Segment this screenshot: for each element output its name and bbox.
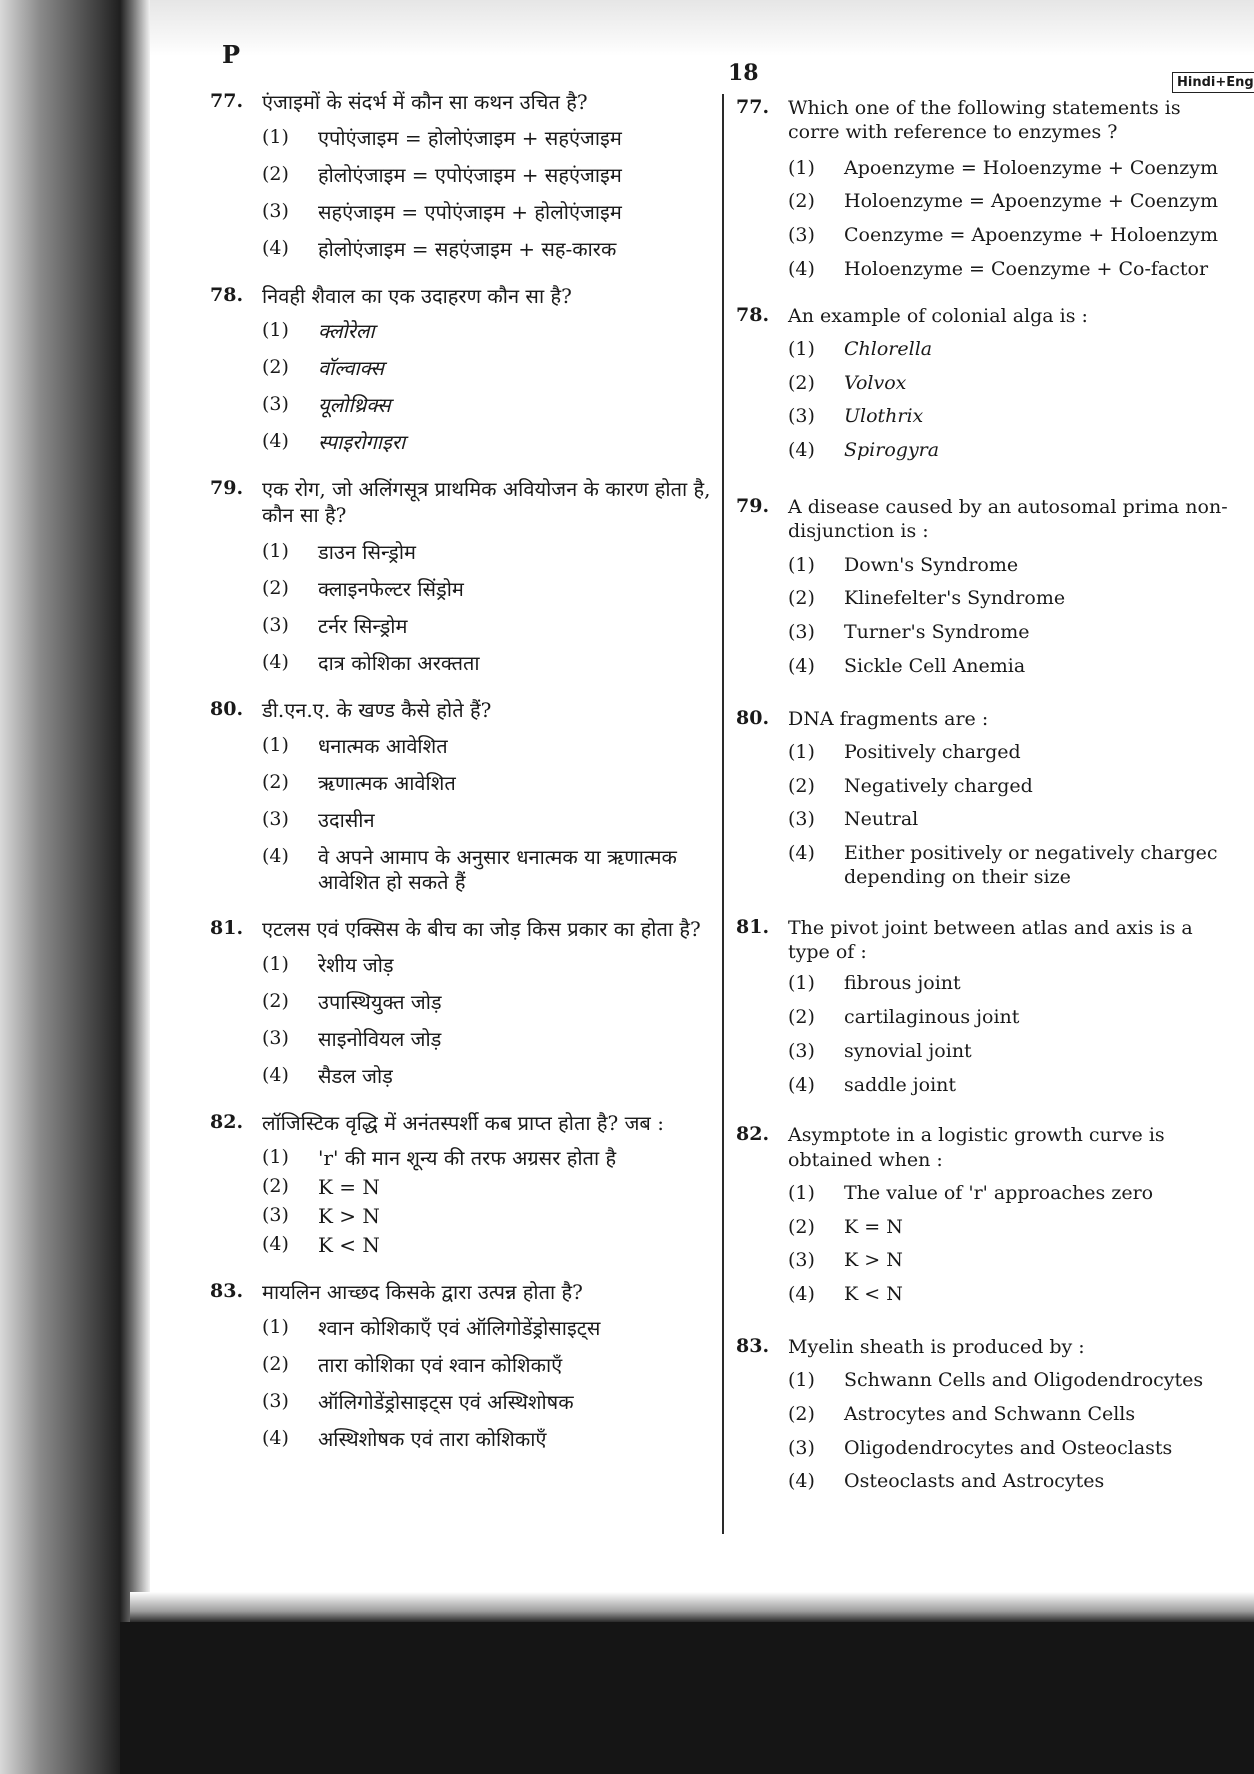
option-text: उदासीन	[318, 807, 375, 832]
option-number: (4)	[788, 842, 815, 865]
option-text: The value of 'r' approaches zero	[844, 1181, 1154, 1204]
option-text: क्लोरेला	[318, 319, 375, 344]
option-number: (2)	[262, 162, 289, 185]
option-text: श्वान कोशिकाएँ एवं ऑलिगोडेंड्रोसाइट्स	[318, 1315, 601, 1340]
option-number: (2)	[262, 1175, 289, 1198]
question-number: 77.	[210, 90, 244, 112]
option	[262, 1353, 715, 1378]
option-number: (1)	[788, 1369, 815, 1392]
option	[788, 1437, 1236, 1461]
option-number: (2)	[262, 356, 289, 379]
option-number: (3)	[788, 808, 815, 831]
question-text: मायलिन आच्छद किसके द्वारा उत्पन्न होता है?	[262, 1280, 583, 1305]
option-number: (4)	[262, 651, 289, 674]
option-number: (1)	[262, 319, 289, 342]
scan-bottom-shadow	[120, 1622, 1254, 1774]
question-77-hindi	[210, 90, 715, 116]
english-column	[736, 96, 1236, 1494]
question-77-english	[736, 96, 1236, 145]
option-number: (3)	[262, 807, 289, 830]
option	[262, 163, 715, 188]
page-number: 18	[728, 60, 759, 86]
option-text: cartilaginous joint	[844, 1006, 1020, 1028]
option	[262, 577, 715, 602]
question-number: 79.	[210, 477, 244, 500]
option	[262, 1204, 715, 1229]
option-number: (1)	[788, 156, 815, 179]
option-number: (3)	[262, 1204, 289, 1227]
option-text: Chlorella	[844, 337, 933, 360]
option	[262, 845, 715, 895]
question-80-hindi	[210, 698, 715, 724]
option	[788, 1470, 1236, 1494]
option	[788, 1403, 1236, 1427]
option-text: Osteoclasts and Astrocytes	[844, 1470, 1105, 1493]
option	[262, 237, 715, 262]
option-text: K = N	[844, 1215, 903, 1238]
question-text: Asymptote in a logistic growth curve is obtained when :	[788, 1124, 1165, 1171]
question-text: निवही शैवाल का एक उदाहरण कौन सा है?	[262, 283, 572, 308]
option-number: (3)	[262, 393, 289, 416]
option	[788, 775, 1236, 799]
option-number: (2)	[262, 989, 289, 1012]
question-83-hindi	[210, 1280, 715, 1306]
option	[788, 554, 1236, 578]
option	[262, 1390, 715, 1415]
question-text: डी.एन.ए. के खण्ड कैसे होते हैं?	[262, 698, 492, 723]
question-82-english	[736, 1123, 1236, 1172]
option-text: Sickle Cell Anemia	[844, 654, 1026, 677]
option	[262, 1233, 715, 1258]
option-text: डाउन सिन्ड्रोम	[318, 540, 416, 565]
option-text: सहएंजाइम = एपोएंजाइम + होलोएंजाइम	[318, 199, 622, 224]
option-text: टर्नर सिन्ड्रोम	[318, 614, 408, 639]
option-text: वे अपने आमाप के अनुसार धनात्मक या ऋणात्मक आवेशित हो सकते हैं	[318, 844, 677, 894]
option-text: रेशीय जोड़	[318, 952, 394, 977]
scan-binding-edge	[0, 0, 150, 1774]
option-number: (1)	[262, 733, 289, 756]
option-text: क्लाइनफेल्टर सिंड्रोम	[318, 577, 464, 602]
question-number: 78.	[736, 303, 770, 326]
option-text: Oligodendrocytes and Osteoclasts	[844, 1436, 1173, 1459]
option-number: (1)	[262, 1146, 289, 1169]
option-number: (2)	[262, 577, 289, 600]
option-text: धनात्मक आवेशित	[318, 733, 448, 758]
option-number: (4)	[788, 1073, 815, 1096]
page-letter: P	[222, 40, 241, 69]
option-text: Schwann Cells and Oligodendrocytes	[844, 1369, 1204, 1392]
option-number: (1)	[262, 952, 289, 975]
option	[262, 651, 715, 676]
option-number: (3)	[262, 614, 289, 637]
option-text: Holoenzyme = Apoenzyme + Coenzym	[844, 190, 1219, 213]
option	[788, 190, 1236, 214]
option	[788, 1249, 1236, 1273]
option	[788, 1369, 1236, 1393]
question-83-english	[736, 1335, 1236, 1359]
option-number: (1)	[788, 553, 815, 576]
option-text: Down's Syndrome	[844, 553, 1019, 576]
option	[788, 1074, 1236, 1098]
option	[788, 972, 1236, 996]
option-text: ऋणात्मक आवेशित	[318, 770, 456, 795]
option	[262, 356, 715, 381]
option-text: Volvox	[844, 371, 907, 394]
question-number: 82.	[210, 1110, 244, 1133]
option-text: K > N	[844, 1249, 903, 1272]
option-number: (4)	[262, 236, 289, 259]
option-text: synovial joint	[844, 1039, 972, 1062]
option-text: Negatively charged	[844, 774, 1033, 797]
option	[262, 393, 715, 418]
option-text: वॉल्वाक्स	[318, 356, 384, 381]
option-number: (1)	[788, 740, 815, 763]
question-text: An example of colonial alga is :	[788, 304, 1088, 327]
option-text: saddle joint	[844, 1073, 957, 1096]
option	[262, 1316, 715, 1341]
option-text: यूलोथ्रिक्स	[318, 393, 391, 418]
hindi-column	[210, 90, 715, 1452]
option-number: (4)	[788, 257, 815, 280]
option-number: (3)	[788, 1436, 815, 1459]
option-text: उपास्थियुक्त जोड़	[318, 989, 442, 1014]
option-number: (2)	[788, 1006, 815, 1028]
question-number: 79.	[736, 494, 770, 517]
question-number: 81.	[736, 915, 770, 938]
option-number: (4)	[262, 1426, 289, 1449]
option-number: (2)	[788, 190, 815, 213]
option	[262, 126, 715, 151]
option-text: K < N	[318, 1233, 380, 1258]
option	[788, 372, 1236, 396]
option-text: K = N	[318, 1175, 380, 1200]
option-text: Coenzyme = Apoenzyme + Holoenzym	[844, 224, 1219, 247]
option	[788, 258, 1236, 282]
option-text: K > N	[318, 1204, 380, 1229]
option-number: (3)	[788, 1039, 815, 1062]
option-text: Holoenzyme = Coenzyme + Co-factor	[844, 257, 1209, 280]
option-text: ऑलिगोडेंड्रोसाइट्स एवं अस्थिशोषक	[318, 1389, 574, 1414]
question-81-english	[736, 916, 1236, 965]
option-text: होलोएंजाइम = एपोएंजाइम + सहएंजाइम	[318, 162, 622, 187]
option	[262, 614, 715, 639]
scan-top-shadow	[150, 0, 1254, 56]
option-number: (2)	[788, 774, 815, 797]
option-text: Turner's Syndrome	[844, 621, 1030, 644]
option	[788, 842, 1236, 890]
option	[262, 540, 715, 565]
option	[262, 953, 715, 978]
option-number: (4)	[788, 1283, 815, 1306]
option	[262, 990, 715, 1015]
option	[262, 808, 715, 833]
question-text: एक रोग, जो अलिंगसूत्र प्राथमिक अवियोजन के कारण होता है, कौन सा है?	[262, 477, 711, 527]
option-number: (1)	[262, 540, 289, 563]
question-text: एटलस एवं एक्सिस के बीच का जोड़ किस प्रकार का होता है?	[262, 916, 701, 941]
question-81-hindi	[210, 917, 715, 943]
option	[262, 1146, 715, 1171]
column-divider	[722, 94, 724, 1534]
option-number: (2)	[262, 1352, 289, 1375]
scan-bottom-fade	[130, 1592, 1254, 1624]
option	[262, 1064, 715, 1089]
option-text: साइनोवियल जोड़	[318, 1026, 442, 1051]
option	[262, 1027, 715, 1052]
option	[788, 621, 1236, 645]
question-number: 81.	[210, 916, 244, 939]
option-number: (2)	[788, 1402, 815, 1425]
question-text: A disease caused by an autosomal prima non-disjunction is :	[788, 495, 1228, 543]
option	[262, 200, 715, 225]
option	[788, 587, 1236, 611]
option-number: (2)	[788, 587, 815, 610]
option-number: (3)	[262, 1026, 289, 1049]
option-text: Spirogyra	[844, 439, 940, 462]
option-text: Either positively or negatively chargec depending on their size	[844, 842, 1218, 888]
option-text: सैडल जोड़	[318, 1063, 393, 1088]
question-79-hindi	[210, 477, 715, 528]
language-tag: Hindi+Eng	[1172, 72, 1254, 93]
question-text: एंजाइमों के संदर्भ में कौन सा कथन उचित है?	[262, 90, 588, 114]
option-number: (3)	[788, 1249, 815, 1272]
option-number: (3)	[788, 621, 815, 644]
option-number: (3)	[262, 1389, 289, 1412]
option	[788, 1006, 1236, 1030]
option-number: (1)	[262, 125, 289, 148]
option-text: Positively charged	[844, 740, 1021, 763]
option	[788, 1040, 1236, 1064]
option-text: Ulothrix	[844, 405, 924, 428]
option-text: 'r' की मान शून्य की तरफ अग्रसर होता है	[318, 1146, 617, 1171]
option-number: (1)	[788, 1181, 815, 1204]
option-number: (4)	[262, 430, 289, 453]
option-number: (3)	[788, 224, 815, 247]
option-text: Apoenzyme = Holoenzyme + Coenzym	[844, 156, 1219, 179]
question-number: 80.	[736, 706, 770, 729]
question-number: 83.	[210, 1280, 244, 1303]
question-78-hindi	[210, 284, 715, 310]
option-text: तारा कोशिका एवं श्वान कोशिकाएँ	[318, 1352, 563, 1377]
option-number: (2)	[262, 770, 289, 793]
option	[788, 439, 1236, 463]
option-number: (1)	[262, 1315, 289, 1338]
question-text: Which one of the following statements is corre with reference to enzymes ?	[788, 97, 1181, 144]
option-number: (4)	[788, 654, 815, 677]
option-number: (2)	[788, 1215, 815, 1238]
option-number: (4)	[788, 439, 815, 462]
option-text: एपोएंजाइम = होलोएंजाइम + सहएंजाइम	[318, 125, 622, 150]
option-text: fibrous joint	[844, 972, 961, 995]
question-80-english	[736, 707, 1236, 731]
option-text: दात्र कोशिका अरक्तता	[318, 651, 480, 676]
option-text: होलोएंजाइम = सहएंजाइम + सह-कारक	[318, 236, 617, 261]
option	[788, 655, 1236, 679]
option-text: K < N	[844, 1283, 903, 1306]
option	[788, 808, 1236, 832]
question-text: Myelin sheath is produced by :	[788, 1335, 1085, 1358]
option	[262, 1175, 715, 1200]
question-text: DNA fragments are :	[788, 707, 989, 730]
option-number: (4)	[262, 1063, 289, 1086]
question-text: The pivot joint between atlas and axis is a type of :	[788, 916, 1193, 963]
option-number: (4)	[262, 1233, 289, 1256]
option-text: Neutral	[844, 808, 919, 831]
option-text: Klinefelter's Syndrome	[844, 587, 1066, 610]
question-82-hindi	[210, 1111, 715, 1137]
option	[788, 405, 1236, 429]
option	[262, 1427, 715, 1452]
option-number: (1)	[788, 337, 815, 360]
option	[262, 430, 715, 455]
question-number: 80.	[210, 698, 244, 721]
option	[788, 338, 1236, 362]
option	[262, 734, 715, 759]
option-number: (3)	[788, 405, 815, 428]
option	[788, 1216, 1236, 1240]
option-number: (4)	[262, 844, 289, 867]
option-number: (1)	[788, 972, 815, 995]
question-text: लॉजिस्टिक वृद्धि में अनंतस्पर्शी कब प्राप्त होता है? जब :	[262, 1110, 664, 1135]
question-number: 77.	[736, 96, 770, 118]
option-text: अस्थिशोषक एवं तारा कोशिकाएँ	[318, 1426, 547, 1451]
question-79-english	[736, 495, 1236, 544]
question-78-english	[736, 304, 1236, 328]
option	[262, 771, 715, 796]
option-text: Astrocytes and Schwann Cells	[844, 1402, 1136, 1425]
option-number: (4)	[788, 1470, 815, 1493]
option	[788, 741, 1236, 765]
option	[788, 1182, 1236, 1206]
option	[262, 319, 715, 344]
option-number: (2)	[788, 371, 815, 394]
question-number: 82.	[736, 1123, 770, 1146]
question-number: 78.	[210, 283, 244, 306]
question-number: 83.	[736, 1334, 770, 1357]
option	[788, 1283, 1236, 1307]
option	[788, 157, 1236, 181]
option-number: (3)	[262, 199, 289, 222]
option	[788, 224, 1236, 248]
option-text: स्पाइरोगाइरा	[318, 430, 406, 455]
